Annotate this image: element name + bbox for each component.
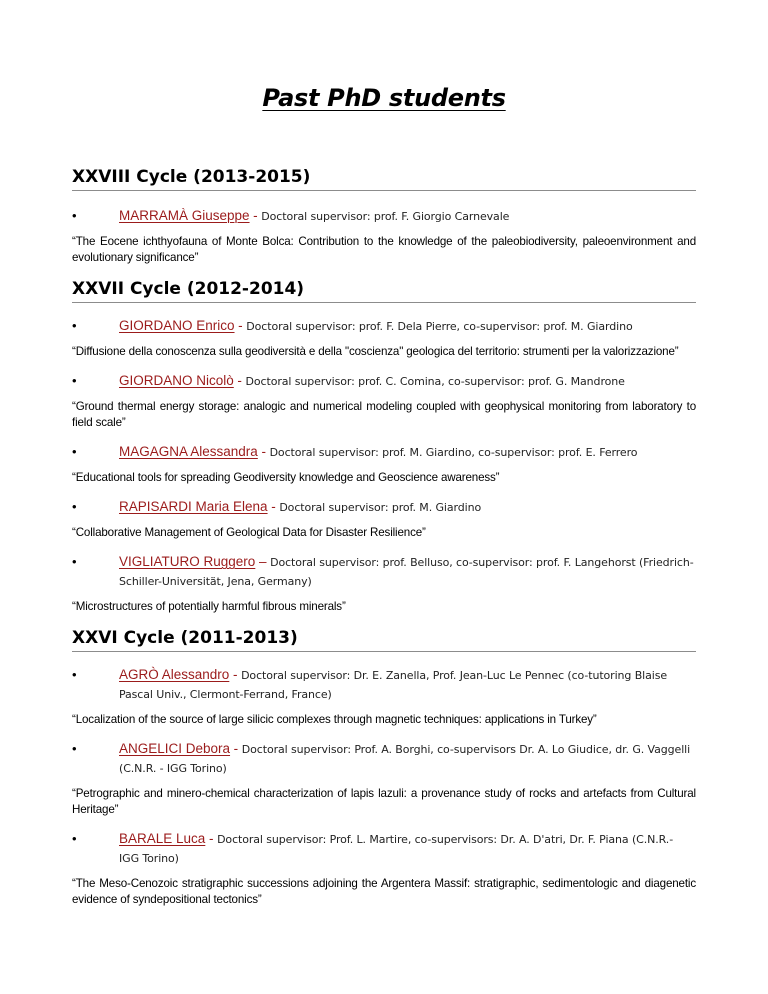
student-name-link[interactable]: GIORDANO Enrico (119, 318, 235, 333)
separator: - (232, 667, 238, 682)
student-name-link[interactable]: BARALE Luca (119, 831, 206, 846)
page-title: Past PhD students (262, 84, 506, 112)
bullet-icon: • (72, 554, 77, 569)
bullet-icon: • (72, 318, 77, 333)
student-entry (72, 317, 696, 336)
thesis-title: “Ground thermal energy storage: analogic and numerical modeling coupled with geophysical monitoring from laboratory to field scale” (72, 400, 696, 429)
student-name-link[interactable]: VIGLIATURO Ruggero (119, 554, 256, 569)
student-entry (72, 740, 696, 778)
separator: - (233, 741, 239, 756)
cycle-heading: XXVIII Cycle (2013-2015) (72, 166, 696, 191)
supervisor-text: Doctoral supervisor: prof. Belluso, co-supervisor: prof. F. Langehorst (Friedrich-Schiller-Universität, Jena, Germany) (119, 556, 694, 588)
student-entry (72, 498, 696, 517)
student-entry (72, 443, 696, 462)
bullet-icon: • (72, 831, 77, 846)
supervisor-text: Doctoral supervisor: prof. M. Giardino (279, 501, 482, 514)
thesis-title: “Localization of the source of large silicic complexes through magnetic techniques: applications in Turkey” (72, 713, 597, 726)
cycles-list (72, 166, 696, 908)
student-name-link[interactable]: MAGAGNA Alessandra (119, 444, 258, 459)
separator: - (237, 373, 242, 388)
thesis-title: “Petrographic and minero-chemical characterization of lapis lazuli: a provenance study of rocks and artefacts from Cultural Heritage” (72, 787, 696, 816)
thesis-title: “The Eocene ichthyofauna of Monte Bolca: Contribution to the knowledge of the paleobiodiversity, paleoenvironment and evolutionary significance” (72, 235, 696, 264)
separator: - (261, 444, 266, 459)
student-entry (72, 207, 696, 226)
supervisor-text: Doctoral supervisor: prof. F. Dela Pierre, co-supervisor: prof. M. Giardino (246, 320, 633, 333)
student-name-link[interactable]: GIORDANO Nicolò (119, 373, 234, 388)
student-name-link[interactable]: AGRÒ Alessandro (119, 667, 230, 682)
student-entry (72, 666, 696, 704)
thesis-title: “Microstructures of potentially harmful fibrous minerals” (72, 600, 346, 613)
supervisor-text: Doctoral supervisor: prof. M. Giardino, co-supervisor: prof. E. Ferrero (269, 446, 638, 459)
bullet-icon: • (72, 208, 77, 223)
separator: - (253, 208, 258, 223)
cycle-heading: XXVII Cycle (2012-2014) (72, 278, 696, 303)
bullet-icon: • (72, 373, 77, 388)
bullet-icon: • (72, 741, 77, 756)
separator: - (208, 831, 214, 846)
separator: - (271, 499, 276, 514)
bullet-icon: • (72, 499, 77, 514)
thesis-title: “Educational tools for spreading Geodiversity knowledge and Geoscience awareness” (72, 471, 500, 484)
student-entry (72, 553, 696, 591)
student-entry (72, 830, 696, 868)
bullet-icon: • (72, 667, 77, 682)
supervisor-text: Doctoral supervisor: Prof. L. Martire, co-supervisors: Dr. A. D'atri, Dr. F. Piana (C.N.R.- IGG Torino) (119, 833, 674, 865)
student-name-link[interactable]: RAPISARDI Maria Elena (119, 499, 268, 514)
separator: - (238, 318, 243, 333)
student-name-link[interactable]: MARRAMÀ Giuseppe (119, 208, 250, 223)
supervisor-text: Doctoral supervisor: prof. C. Comina, co-supervisor: prof. G. Mandrone (245, 375, 625, 388)
thesis-title: “Diffusione della conoscenza sulla geodiversità e della "coscienza" geologica del territorio: strumenti per la valorizzazione” (72, 345, 679, 358)
bullet-icon: • (72, 444, 77, 459)
cycle-heading: XXVI Cycle (2011-2013) (72, 627, 696, 652)
separator: – (258, 554, 267, 569)
student-name-link[interactable]: ANGELICI Debora (119, 741, 231, 756)
student-entry (72, 372, 696, 391)
supervisor-text: Doctoral supervisor: Dr. E. Zanella, Prof. Jean-Luc Le Pennec (co-tutoring Blaise Pascal Univ., Clermont-Ferrand, France) (119, 669, 668, 701)
thesis-title: “The Meso-Cenozoic stratigraphic successions adjoining the Argentera Massif: stratigraphic, sedimentologic and diagenetic evidence of syndepositional tectonics” (72, 877, 696, 906)
supervisor-text: Doctoral supervisor: prof. F. Giorgio Carnevale (261, 210, 510, 223)
thesis-title: “Collaborative Management of Geological Data for Disaster Resilience” (72, 526, 426, 539)
supervisor-text: Doctoral supervisor: Prof. A. Borghi, co-supervisors Dr. A. Lo Giudice, dr. G. Vaggelli (C.N.R. - IGG Torino) (119, 743, 691, 775)
